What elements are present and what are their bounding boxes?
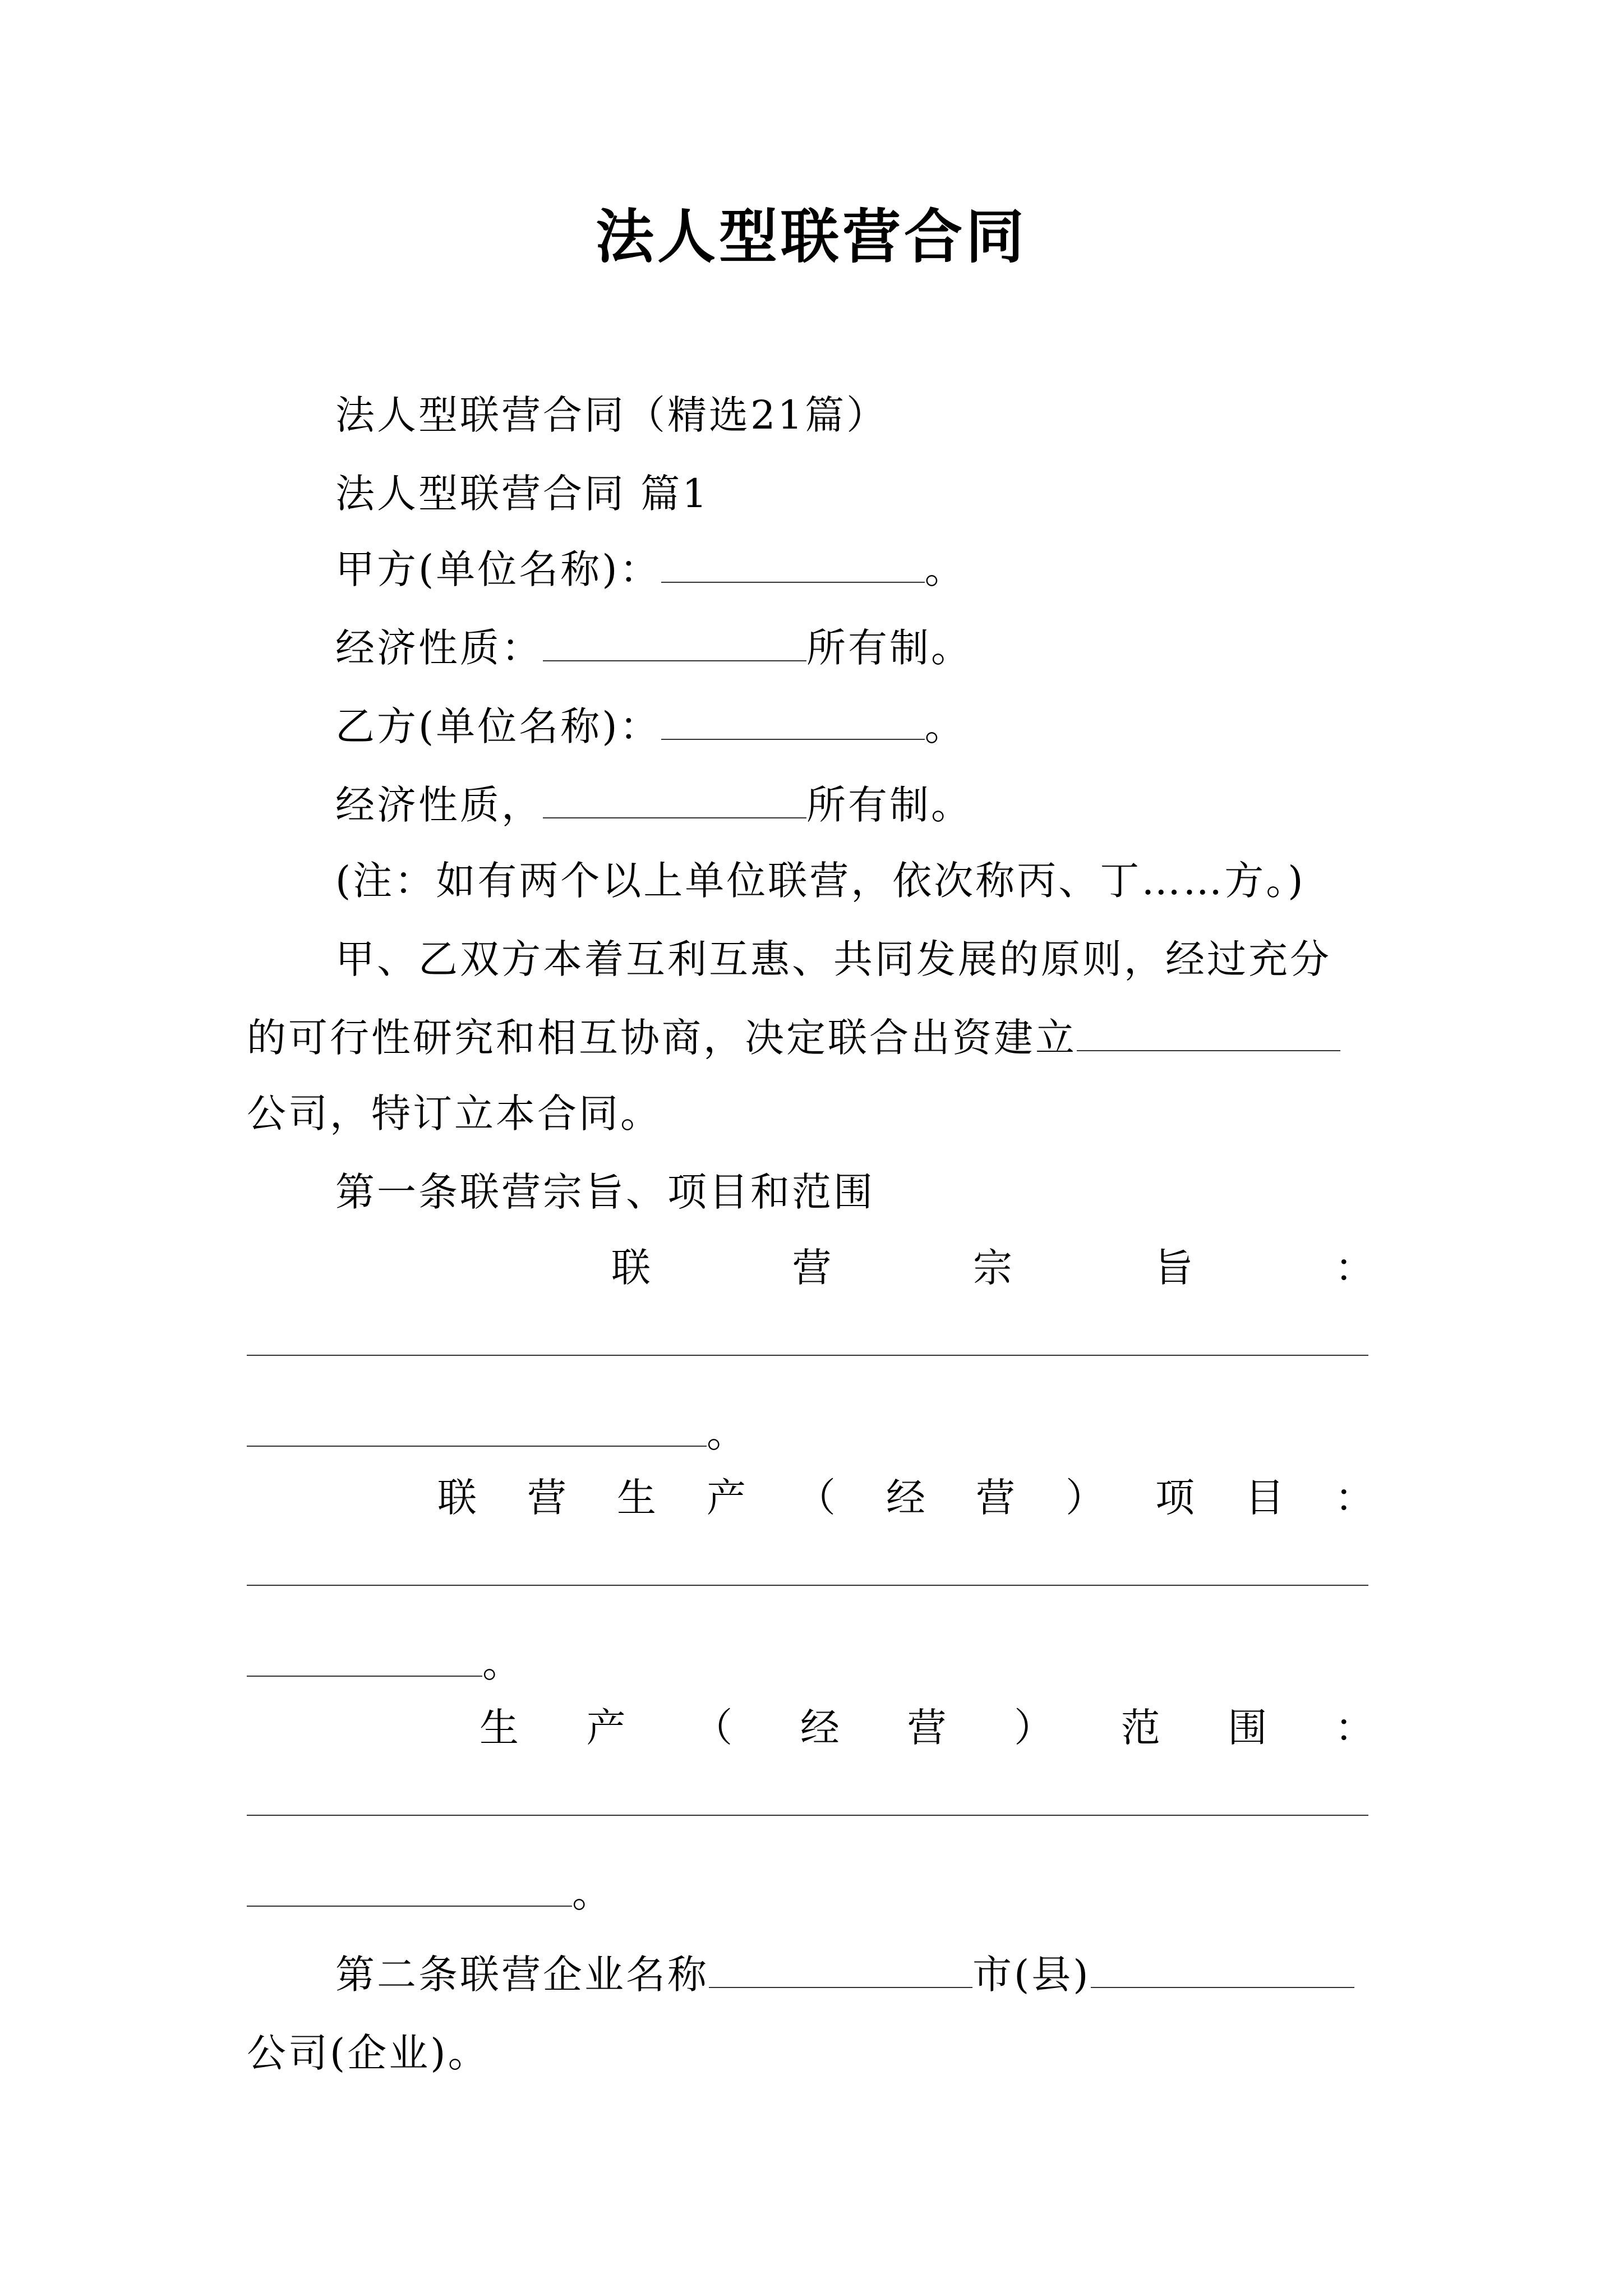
- party-a-blank: [661, 549, 925, 583]
- nature-b-blank: [543, 785, 806, 818]
- purpose-blank-short: [247, 1413, 707, 1447]
- scope-char: 围: [1228, 1705, 1267, 1751]
- article-2-city: 市(县): [972, 1952, 1091, 1998]
- scope-blank-short: [247, 1873, 572, 1907]
- party-a-label: 甲方(单位名称)：: [335, 546, 661, 592]
- scope-char: 生: [479, 1705, 519, 1751]
- project-char: 营: [976, 1475, 1015, 1521]
- party-b-blank: [661, 706, 925, 740]
- project-char: （: [796, 1475, 836, 1521]
- project-char: 产: [707, 1475, 746, 1521]
- intro-line-3: 公司，特订立本合同。: [247, 1091, 662, 1137]
- scope-blank-rule: [247, 1815, 1368, 1816]
- purpose-char: 宗: [973, 1245, 1012, 1291]
- project-char: 联: [437, 1475, 477, 1521]
- scope-char: 范: [1121, 1705, 1160, 1751]
- purpose-char: ：: [1335, 1245, 1374, 1291]
- project-char: 经: [886, 1475, 925, 1521]
- company-name-blank: [1091, 1954, 1354, 1988]
- purpose-label: [611, 1240, 1374, 1296]
- nature-b-line: [335, 777, 1391, 833]
- scope-end: 。: [572, 1870, 614, 1916]
- purpose-blank-rule: [247, 1355, 1368, 1356]
- nature-a-blank: [543, 628, 806, 661]
- article-2-line-2: 公司(企业)。: [247, 2030, 490, 2076]
- party-b-end: 。: [924, 703, 966, 749]
- purpose-char: 营: [792, 1245, 832, 1291]
- nature-a-line: [335, 620, 1391, 676]
- nature-a-label: 经济性质：: [335, 625, 543, 671]
- purpose-char: 旨: [1154, 1245, 1193, 1291]
- document-title: 法人型联营合同: [595, 202, 1027, 271]
- scope-char: 营: [907, 1705, 947, 1751]
- project-char: 项: [1155, 1475, 1195, 1521]
- party-b-label: 乙方(单位名称)：: [335, 703, 661, 749]
- scope-label: [479, 1700, 1374, 1756]
- article-2-line: [335, 1947, 1391, 2003]
- city-blank: [709, 1954, 972, 1988]
- chapter-heading: 法人型联营合同 篇1: [335, 471, 709, 517]
- purpose-char: 联: [611, 1245, 651, 1291]
- subtitle: 法人型联营合同（精选21篇）: [335, 392, 888, 438]
- scope-char: ：: [1335, 1705, 1374, 1751]
- article-1-heading: 第一条联营宗旨、项目和范围: [335, 1169, 875, 1215]
- purpose-blank-line-2: [247, 1405, 1391, 1461]
- note-line: (注：如有两个以上单位联营，依次称丙、丁……方。): [335, 858, 1306, 904]
- scope-char: 经: [800, 1705, 840, 1751]
- scope-char: （: [693, 1705, 733, 1751]
- project-char: 营: [527, 1475, 566, 1521]
- nature-a-end: 所有制。: [806, 625, 972, 671]
- project-char: ）: [1066, 1475, 1105, 1521]
- scope-blank-line-2: [247, 1865, 1391, 1921]
- company-blank: [1077, 1018, 1340, 1051]
- party-a-end: 。: [924, 546, 966, 592]
- project-end: 。: [482, 1640, 524, 1686]
- nature-b-end: 所有制。: [806, 782, 972, 828]
- project-char: ：: [1335, 1475, 1374, 1521]
- project-char: 生: [617, 1475, 656, 1521]
- party-b-line: [335, 698, 1391, 754]
- party-a-line: [335, 541, 1391, 597]
- project-char: 目: [1245, 1475, 1284, 1521]
- intro-line-2-text: 的可行性研究和相互协商，决定联合出资建立: [247, 1015, 1077, 1061]
- project-blank-line-2: [247, 1635, 1391, 1691]
- intro-line-2: [247, 1010, 1391, 1066]
- project-label: [437, 1470, 1374, 1526]
- article-2-label: 第二条联营企业名称: [335, 1952, 709, 1998]
- scope-char: ）: [1014, 1705, 1054, 1751]
- project-blank-short: [247, 1643, 482, 1677]
- intro-line-1: 甲、乙双方本着互利互惠、共同发展的原则，经过充分: [335, 936, 1331, 982]
- project-blank-rule: [247, 1585, 1368, 1586]
- nature-b-label: 经济性质，: [335, 782, 543, 828]
- purpose-end: 。: [707, 1410, 748, 1456]
- scope-char: 产: [586, 1705, 626, 1751]
